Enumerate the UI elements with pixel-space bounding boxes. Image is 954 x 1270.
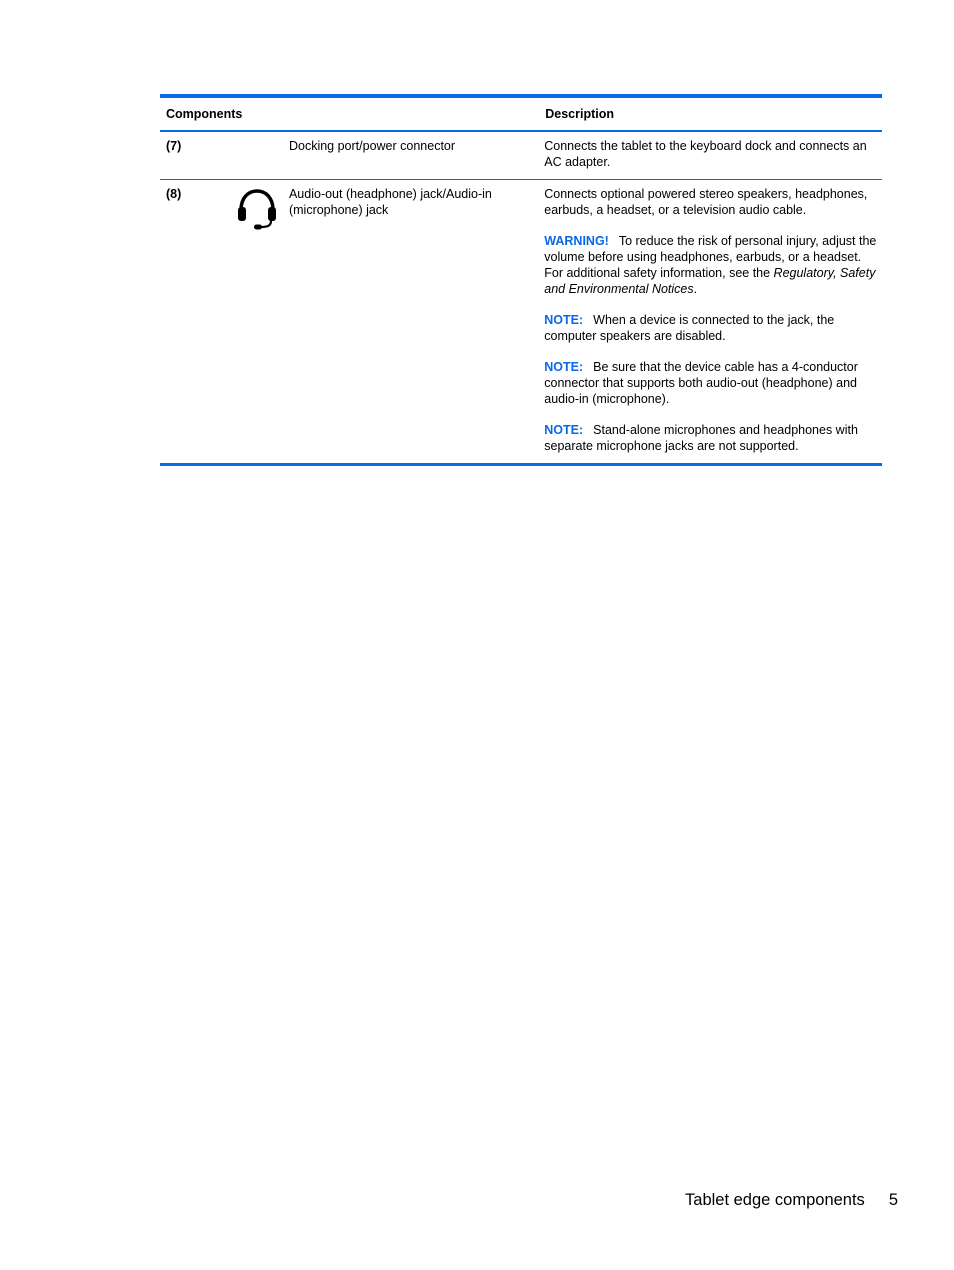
description-paragraph: Connects the tablet to the keyboard dock and connects an AC adapter. — [544, 139, 867, 169]
component-icon-cell — [225, 131, 284, 180]
component-name: Docking port/power connector — [288, 139, 456, 153]
components-table — [160, 94, 882, 466]
note-label: NOTE: — [544, 313, 584, 327]
table-header — [160, 96, 882, 131]
page-number: 5 — [888, 1191, 898, 1209]
table-header-row — [160, 96, 882, 131]
description-paragraph: Connects optional powered stereo speakers, headphones, earbuds, a headset, or a television audio cable. — [544, 187, 868, 217]
component-icon-cell — [225, 180, 284, 465]
table-row — [160, 131, 882, 180]
component-number: (8) — [166, 187, 182, 201]
component-description — [539, 180, 882, 465]
header-description: Description — [545, 107, 615, 121]
warning-label: WARNING! — [544, 234, 609, 248]
note-label: NOTE: — [544, 360, 584, 374]
warning-text: To reduce the risk of personal injury, adjust the volume before using headphones, earbuds, or a headset. For additional safety information, see the — [544, 234, 877, 280]
component-number: (7) — [166, 139, 182, 153]
table-row — [160, 180, 882, 465]
note-paragraph — [544, 359, 882, 407]
warning-paragraph — [544, 233, 882, 297]
header-components: Components — [166, 107, 243, 121]
headset-icon — [235, 186, 279, 230]
page-footer — [685, 1191, 898, 1210]
footer-section-title: Tablet edge components — [685, 1191, 865, 1209]
note-paragraph — [544, 312, 882, 344]
warning-reference: Regulatory, Safety and Environmental Notices — [544, 266, 876, 296]
component-description — [539, 131, 882, 180]
note-text: Be sure that the device cable has a 4-conductor connector that supports both audio-out (headphone) and audio-in (microphone). — [544, 360, 858, 406]
note-label: NOTE: — [544, 423, 584, 437]
note-text: Stand-alone microphones and headphones with separate microphone jacks are not supported. — [544, 423, 858, 453]
note-text: When a device is connected to the jack, the computer speakers are disabled. — [544, 313, 835, 343]
component-name: Audio-out (headphone) jack/Audio-in (microphone) jack — [288, 187, 492, 217]
note-paragraph — [544, 422, 882, 454]
warning-suffix: . — [693, 282, 698, 296]
